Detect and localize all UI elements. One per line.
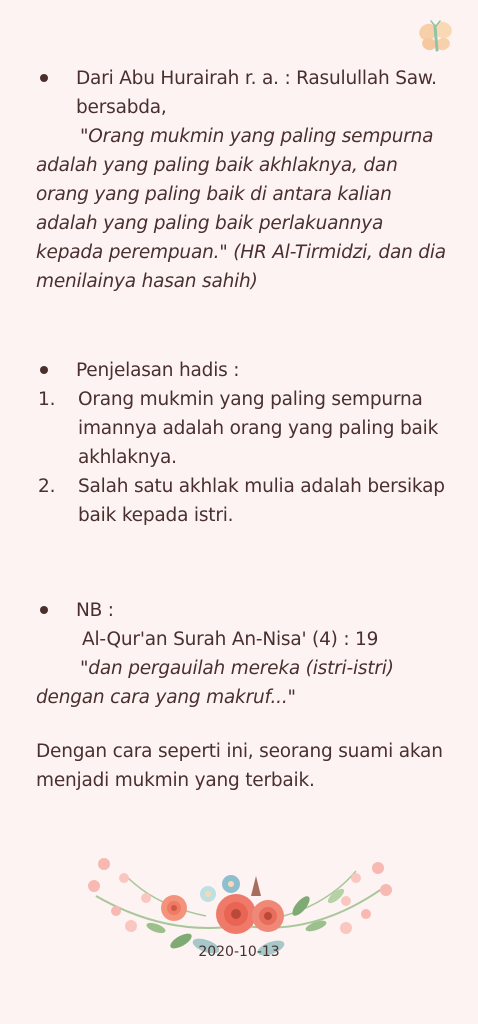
bullet-marker: [36, 356, 76, 385]
list-number: 1.: [38, 389, 56, 410]
bullet-marker: [36, 596, 76, 625]
list-item: [36, 385, 446, 472]
bullet-marker: [36, 64, 76, 93]
list-item-text: Salah satu akhlak mulia adalah bersikap baik kepada istri.: [78, 476, 445, 526]
main-content: [36, 64, 446, 795]
hadith-intro-text: Dari Abu Hurairah r. a. : Rasulullah Saw. bersabda,: [76, 68, 437, 118]
nb-title: NB :: [76, 600, 114, 621]
post-date: 2020-10-13: [198, 944, 280, 960]
list-item-text: Orang mukmin yang paling sempurna imannya adalah orang yang paling baik akhlaknya.: [78, 389, 439, 468]
bullet-explanation-title: [36, 356, 446, 385]
hadith-quote: "Orang mukmin yang paling sempurna adalah yang paling baik akhlaknya, dan orang yang paling baik di antara kalian adalah yang paling baik perlakuannya kepada perempuan." (HR Al-Tirmidzi, dan dia menilainya hasan sahih): [36, 126, 446, 292]
quran-quote: "dan pergauilah mereka (istri-istri) dengan cara yang makruf...": [36, 658, 394, 708]
quran-reference: Al-Qur'an Surah An-Nisa' (4) : 19: [82, 629, 379, 650]
bullet-hadith-intro: [36, 64, 446, 122]
explanation-title: Penjelasan hadis :: [76, 360, 240, 381]
bullet-nb-title: [36, 596, 446, 625]
list-number: 2.: [38, 476, 56, 497]
butterfly-icon: [416, 18, 456, 58]
list-item: [36, 472, 446, 530]
closing-text: Dengan cara seperti ini, seorang suami akan menjadi mukmin yang terbaik.: [36, 741, 443, 791]
